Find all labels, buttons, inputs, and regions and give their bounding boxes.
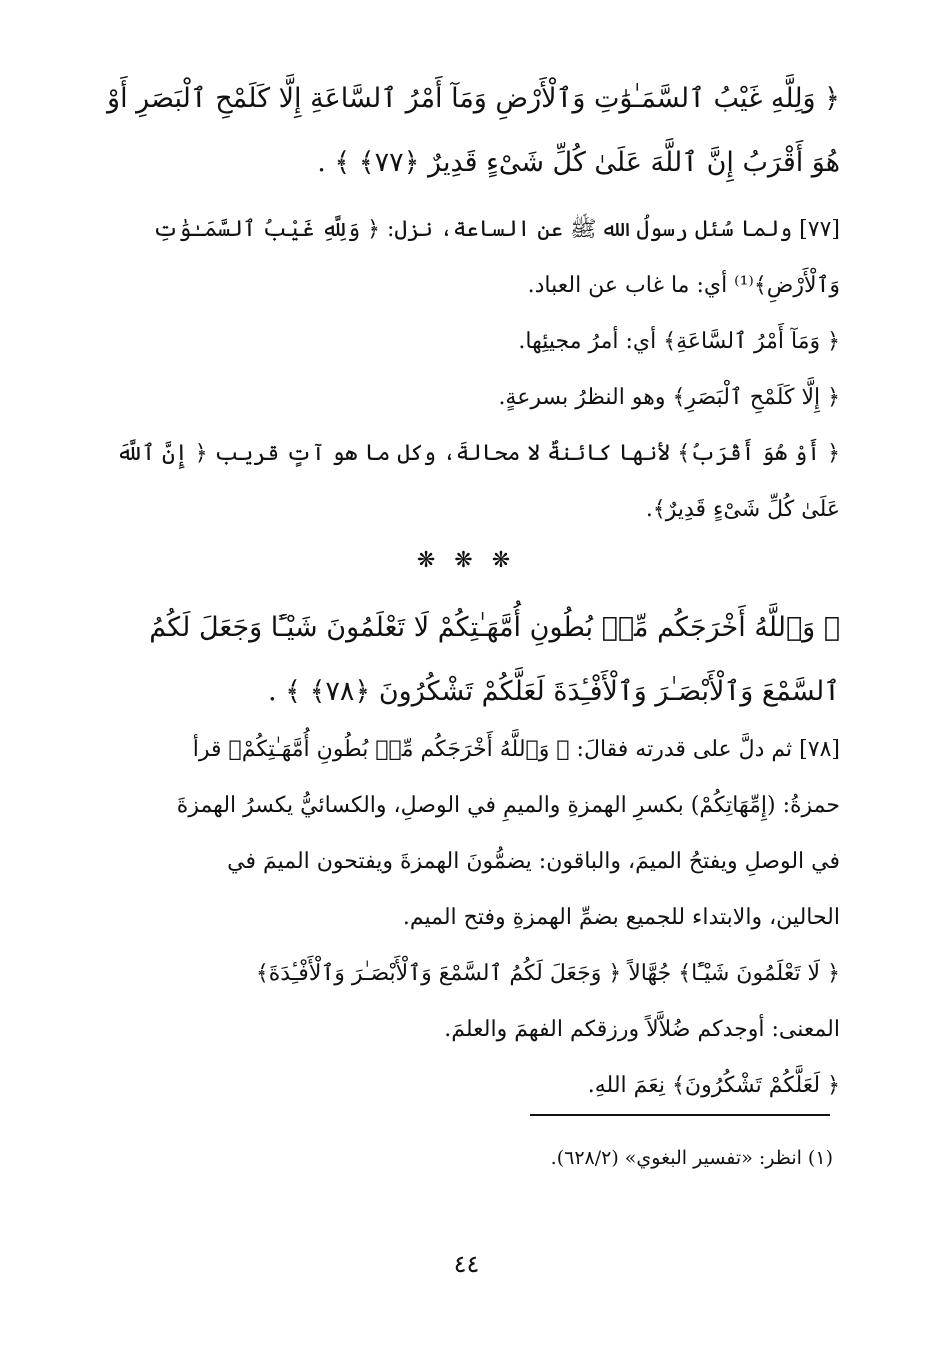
tafsir-line: [٧٧] ولما سُئل رسولُ الله ﷺ عن الساعة، نزل: ﴿ وَلِلَّهِ غَيْبُ ٱلسَّمَـٰوَٰتِ	[152, 217, 840, 242]
tafsir-line: عَلَىٰ كُلِّ شَىْءٍ قَدِيرٌ﴾.	[645, 497, 840, 522]
quran-verse-78	[95, 596, 840, 724]
tafsir-line: [٧٨] ثم دلَّ على قدرته فقالَ: ﴿ وَٱللَّهُ أَخْرَجَكُم مِّنۢ بُطُونِ أُمَّهَـٰتِكُمْ﴾ قرأ	[192, 737, 840, 762]
footnote: (١) انظر: «تفسير البغوي» (٦٢٨/٢).	[550, 1147, 833, 1169]
page-number: ٤٤	[453, 1250, 480, 1278]
quran-verse-77	[95, 67, 840, 195]
tafsir-line: المعنى: أوجدكم ضُلاَّلاً ورزقكم الفهمَ والعلمَ.	[444, 1017, 840, 1042]
tafsir-line: ﴿ إِلَّا كَلَمْحِ ٱلْبَصَرِ﴾ وهو النظرُ بسرعةٍ.	[498, 385, 840, 410]
footnote-divider	[530, 1114, 830, 1116]
tafsir-78	[95, 722, 840, 1114]
verse-line: ٱلسَّمْعَ وَٱلْأَبْصَـٰرَ وَٱلْأَفْـِٔدَةَ لَعَلَّكُمْ تَشْكُرُونَ ﴿٧٨﴾ ﴾ .	[268, 676, 840, 707]
tafsir-line: حمزةُ: (إِمِّهَاتِكُمْ) بكسرِ الهمزةِ والميمِ في الوصلِ، والكسائيُّ يكسرُ الهمزةَ	[176, 793, 840, 818]
tafsir-line: الحالين، والابتداء للجميع بضمِّ الهمزةِ وفتح الميم.	[402, 905, 840, 930]
tafsir-line: في الوصلِ ويفتحُ الميمَ، والباقون: يضمُّونَ الهمزةَ ويفتحون الميمَ في	[227, 849, 840, 874]
tafsir-77	[95, 202, 840, 538]
tafsir-line: ﴿ لَا تَعْلَمُونَ شَيْـًٔا﴾ جُهَّالاً ﴿ وَجَعَلَ لَكُمُ ٱلسَّمْعَ وَٱلْأَبْصَـٰرَ وَٱلْأَفْـِٔدَةَ﴾	[255, 961, 840, 986]
verse-line: ﴿ وَلِلَّهِ غَيْبُ ٱلسَّمَـٰوَٰتِ وَٱلْأَرْضِ وَمَآ أَمْرُ ٱلسَّاعَةِ إِلَّا كَلَمْحِ ٱلْبَصَرِ أَوْ	[107, 83, 840, 114]
tafsir-line: وَٱلْأَرْضِ﴾⁽¹⁾ أي: ما غاب عن العباد.	[527, 273, 840, 298]
verse-line: هُوَ أَقْرَبُ إِنَّ ٱللَّهَ عَلَىٰ كُلِّ شَىْءٍ قَدِيرٌ ﴿٧٧﴾ ﴾ .	[317, 147, 840, 178]
tafsir-line: ﴿ وَمَآ أَمْرُ ٱلسَّاعَةِ﴾ أي: أمرُ مجيئِها.	[518, 329, 840, 354]
verse-line: ﴿ وَٱللَّهُ أَخْرَجَكُم مِّنۢ بُطُونِ أُمَّهَـٰتِكُمْ لَا تَعْلَمُونَ شَيْـًٔا وَجَعَلَ لَكُمُ	[149, 612, 840, 643]
tafsir-line: ﴿ لَعَلَّكُمْ تَشْكُرُونَ﴾ نِعَمَ اللهِ.	[587, 1073, 840, 1098]
section-separator: ❋ ❋ ❋	[416, 548, 517, 573]
tafsir-line: ﴿ أَوْ هُوَ أَقْرَبُ﴾ لأنها كائنةٌ لا محالةَ، وكل ما هو آتٍ قريب ﴿ إِنَّ ٱللَّهَ	[116, 441, 840, 466]
